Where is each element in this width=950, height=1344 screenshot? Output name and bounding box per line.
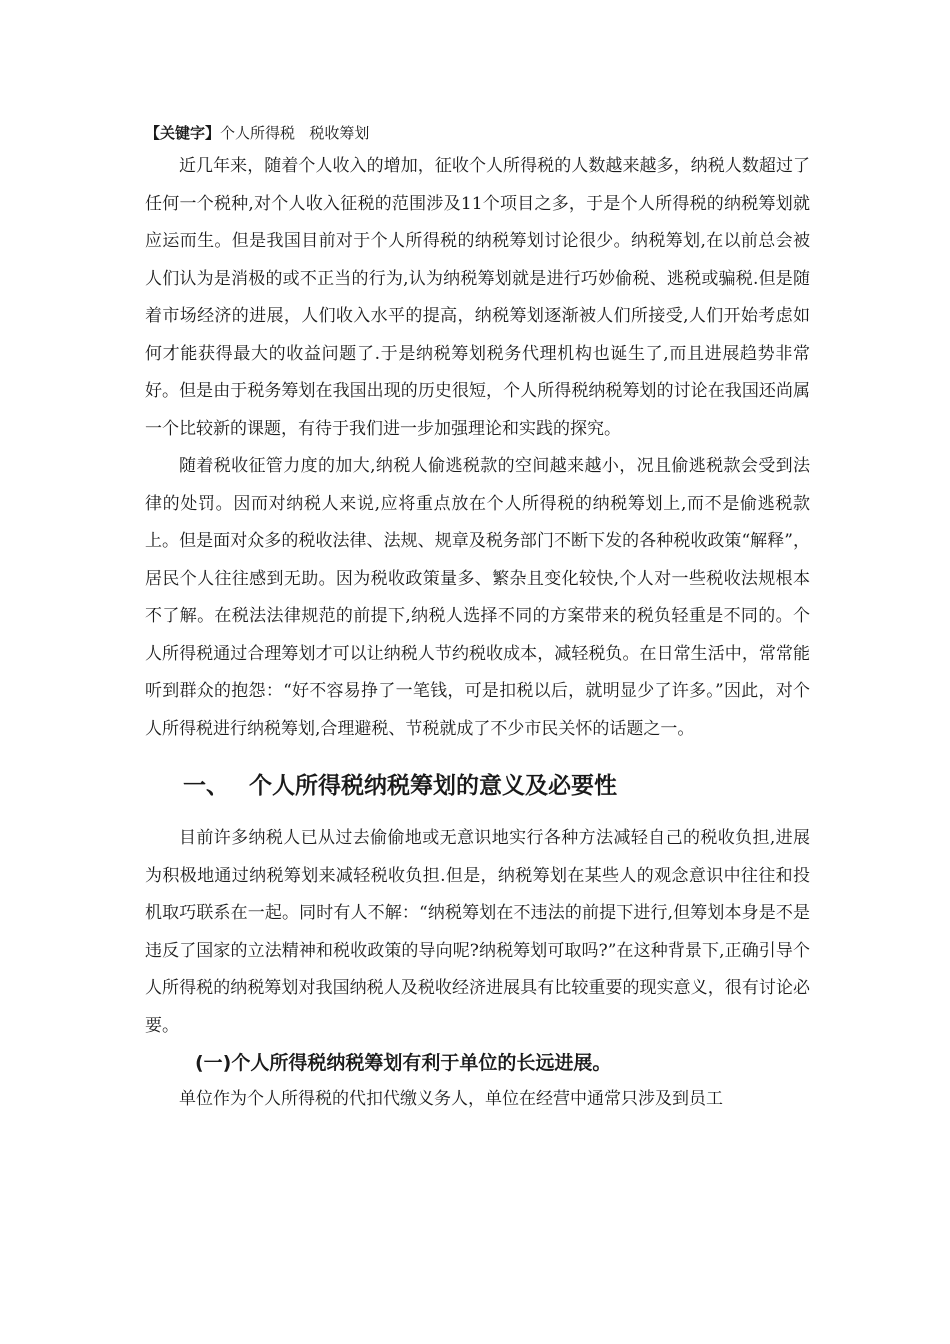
intro-paragraph-2: 随着税收征管力度的加大,纳税人偷逃税款的空间越来越小，况且偷逃税款会受到法律的处罚。因而对纳税人来说,应将重点放在个人所得税的纳税筹划上,而不是偷逃税款上。但是面对众多的税收法律、法规、规章及税务部门不断下发的各种税收政策“解释”，居民个人往往感到无助。因为税收政策量多、繁杂且变化较快,个人对一些税收法规根本不了解。在税法法律规范的前提下,纳税人选择不同的方案带来的税负轻重是不同的。个人所得税通过合理筹划才可以让纳税人节约税收成本，减轻税负。在日常生活中，常常能听到群众的抱怨：“好不容易挣了一笔钱，可是扣税以后，就明显少了许多。”因此，对个人所得税进行纳税筹划,合理避税、节税就成了不少市民关怀的话题之一。 <box>145 456 810 739</box>
section-heading <box>183 766 810 806</box>
section-paragraph-1: 目前许多纳税人已从过去偷偷地或无意识地实行各种方法减轻自己的税收负担,进展为积极地通过纳税筹划来减轻税收负担.但是，纳税筹划在某些人的观念意识中往往和投机取巧联系在一起。同时有人不解：“纳税筹划在不违法的前提下进行,但筹划本身是不是违反了国家的立法精神和税收政策的导向呢?纳税筹划可取吗?”在这种背景下,正确引导个人所得税的纳税筹划对我国纳税人及税收经济进展具有比较重要的现实意义，很有讨论必要。 <box>145 828 810 1036</box>
subsection-paragraph-1: 单位作为个人所得税的代扣代缴义务人，单位在经营中通常只涉及到员工 <box>179 1089 723 1109</box>
intro-paragraph-1: 近几年来，随着个人收入的增加，征收个人所得税的人数越来越多，纳税人数超过了任何一个税种,对个人收入征税的范围涉及11个项目之多，于是个人所得税的纳税筹划就应运而生。但是我国目前对于个人所得税的纳税筹划讨论很少。纳税筹划,在以前总会被人们认为是消极的或不正当的行为,认为纳税筹划就是进行巧妙偷税、逃税或骗税.但是随着市场经济的进展，人们收入水平的提高，纳税筹划逐渐被人们所接受,人们开始考虑如何才能获得最大的收益问题了.于是纳税筹划税务代理机构也诞生了,而且进展趋势非常好。但是由于税务筹划在我国出现的历史很短，个人所得税纳税筹划的讨论在我国还尚属一个比较新的课题，有待于我们进一步加强理论和实践的探究。 <box>145 156 810 439</box>
keywords-text: 个人所得税 税收筹划 <box>220 124 370 142</box>
keywords-label: 【关键字】 <box>145 124 221 142</box>
section-title: 个人所得税纳税筹划的意义及必要性 <box>249 773 617 799</box>
page-content <box>145 122 810 1119</box>
keywords-line <box>145 122 810 144</box>
subsection-heading: (一)个人所得税纳税筹划有利于单位的长远进展。 <box>195 1052 612 1074</box>
section-number: 一、 <box>183 773 229 799</box>
